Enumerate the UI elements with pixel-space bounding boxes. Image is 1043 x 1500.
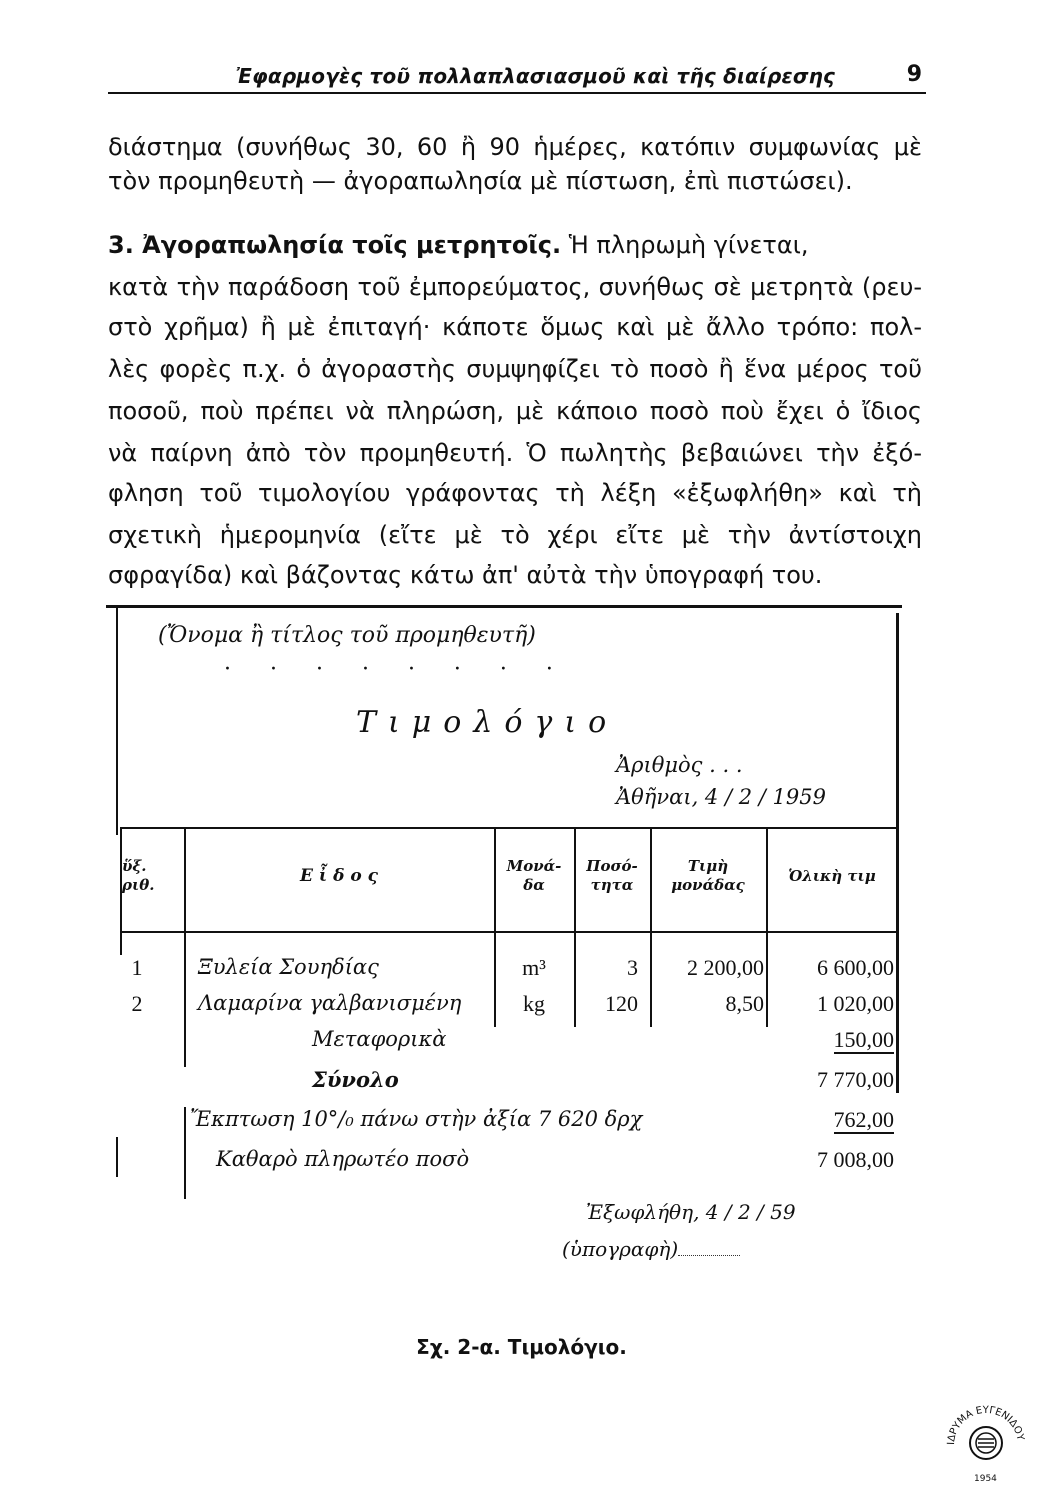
section-line: λὲς φορὲς π.χ. ὁ ἀγοραστὴς συμψηφίζει τὸ ποσὸ ἢ ἕνα μέρος τοῦ [108, 355, 922, 383]
section-line: σχετικὴ ἡμερομηνία (εἴτε μὲ τὸ χέρι εἴτε μὲ τὴν ἀντίστοιχη [108, 521, 922, 549]
col-header-total: Ὁλικὴ τιμ [788, 867, 876, 885]
table-col-rule [184, 1107, 186, 1199]
discount-value [768, 1107, 894, 1133]
section-3-first-line [108, 230, 922, 260]
paid-stamp-line: Ἐξωφλήθη, 4 / 2 / 59 [586, 1200, 796, 1224]
table-col-rule [116, 1137, 118, 1177]
section-heading: 3. Ἀγοραπωλησία τοῖς μετρητοῖς. [108, 231, 562, 259]
figure-caption: Σχ. 2-α. Τιμολόγιο. [416, 1335, 627, 1359]
running-header [108, 58, 926, 94]
row-1-item: Ξυλεία Σουηδίας [198, 955, 379, 979]
row-1-total: 6 600,00 [817, 955, 894, 980]
discount-label: Ἔκπτωση 10°/₀ πάνω στὴν ἀξία 7 620 δρχ [190, 1107, 643, 1131]
row-1-serial: 1 [131, 955, 143, 980]
signature-label: (ὑπογραφὴ) [562, 1237, 679, 1261]
col-header-quantity: Ποσό- τητα [586, 857, 638, 894]
transport-label: Μεταφορικὰ [312, 1027, 447, 1051]
row-2-item: Λαμαρίνα γαλβανισμένη [198, 991, 462, 1015]
body-line-2: τὸν προμηθευτὴ — ἀγοραπωλησία μὲ πίστωση, ἐπὶ πιστώσει). [108, 167, 853, 195]
invoice-frame-left [116, 605, 118, 835]
row-1-unit: m³ [522, 955, 546, 980]
discount-amount: 762,00 [833, 1107, 894, 1132]
signature-dots [678, 1237, 740, 1256]
subtotal-label: Σύνολο [312, 1067, 399, 1092]
row-1-unit-price: 2 200,00 [687, 955, 764, 980]
col-header-serial: ὕξ. ριθ. [122, 857, 155, 894]
net-value: 7 008,00 [817, 1147, 894, 1172]
invoice-frame-top [106, 605, 902, 608]
row-2-quantity: 120 [605, 991, 638, 1016]
supplier-placeholder: (Ὄνομα ἢ τίτλος τοῦ προμηθευτῆ) [158, 623, 536, 648]
row-2-serial: 2 [131, 991, 143, 1016]
row-2-unit-price: 8,50 [725, 991, 764, 1016]
foundation-seal-icon [940, 1395, 1032, 1487]
invoice-number-label: Ἀριθμὸς . . . [616, 753, 743, 777]
invoice-title: Τιμολόγιο [356, 705, 619, 740]
invoice-date: Ἀθῆναι, 4 / 2 / 1959 [616, 785, 826, 809]
row-1-quantity: 3 [627, 955, 638, 980]
col-header-unit-price: Τιμὴ μονάδας [671, 857, 745, 894]
header-title: Ἐφαρμογὲς τοῦ πολλαπλασιασμοῦ καὶ τῆς διαίρεσης [236, 64, 836, 88]
signature-line [562, 1237, 740, 1261]
section-line: κατὰ τὴν παράδοση τοῦ ἐμπορεύματος, συνήθως σὲ μετρητὰ (ρευ- [108, 273, 922, 301]
section-line: στὸ χρῆμα) ἢ μὲ ἐπιταγή· κάποτε ὅμως καὶ μὲ ἄλλο τρόπο: πολ- [108, 313, 922, 341]
transport-value [768, 1027, 894, 1053]
invoice-figure [116, 605, 900, 1305]
seal-year: 1954 [974, 1474, 997, 1484]
transport-amount: 150,00 [833, 1027, 894, 1052]
row-2-unit: kg [523, 991, 545, 1016]
table-header-rule [120, 931, 896, 933]
page-number: 9 [906, 62, 922, 87]
body-line-1: διάστημα (συνήθως 30, 60 ἢ 90 ἡμέρες, κατόπιν συμφωνίας μὲ [108, 133, 922, 161]
table-top-rule [120, 827, 896, 829]
section-line: νὰ παίρνη ἀπὸ τὸν προμηθευτή. Ὁ πωλητὴς βεβαιώνει τὴν ἐξό- [108, 439, 922, 467]
subtotal-value: 7 770,00 [817, 1067, 894, 1092]
seal-text-top: ΙΔΡΥΜΑ ΕΥΓΕΝΙΔΟΥ [945, 1404, 1026, 1446]
supplier-dots: · · · · · · · · [224, 657, 569, 682]
section-line: φληση τοῦ τιμολογίου γράφοντας τὴ λέξη «ἐξωφλήθη» καὶ τὴ [108, 479, 922, 507]
invoice-frame-right [896, 613, 899, 1093]
table-col-rule [184, 827, 186, 1067]
section-line: σφραγίδα) καὶ βάζοντας κάτω ἀπ' αὐτὰ τὴν ὑπογραφή του. [108, 561, 823, 589]
section-line-0: Ἡ πληρωμὴ γίνεται, [568, 231, 809, 259]
col-header-item: Ε ἶ δ ο ς [300, 866, 378, 886]
row-2-total: 1 020,00 [817, 991, 894, 1016]
net-label: Καθαρὸ πληρωτέο ποσὸ [216, 1147, 470, 1171]
section-line: ποσοῦ, ποὺ πρέπει νὰ πληρώση, μὲ κάποιο ποσὸ ποὺ ἔχει ὁ ἴδιος [108, 397, 922, 425]
col-header-unit: Μονά- δα [506, 857, 562, 894]
